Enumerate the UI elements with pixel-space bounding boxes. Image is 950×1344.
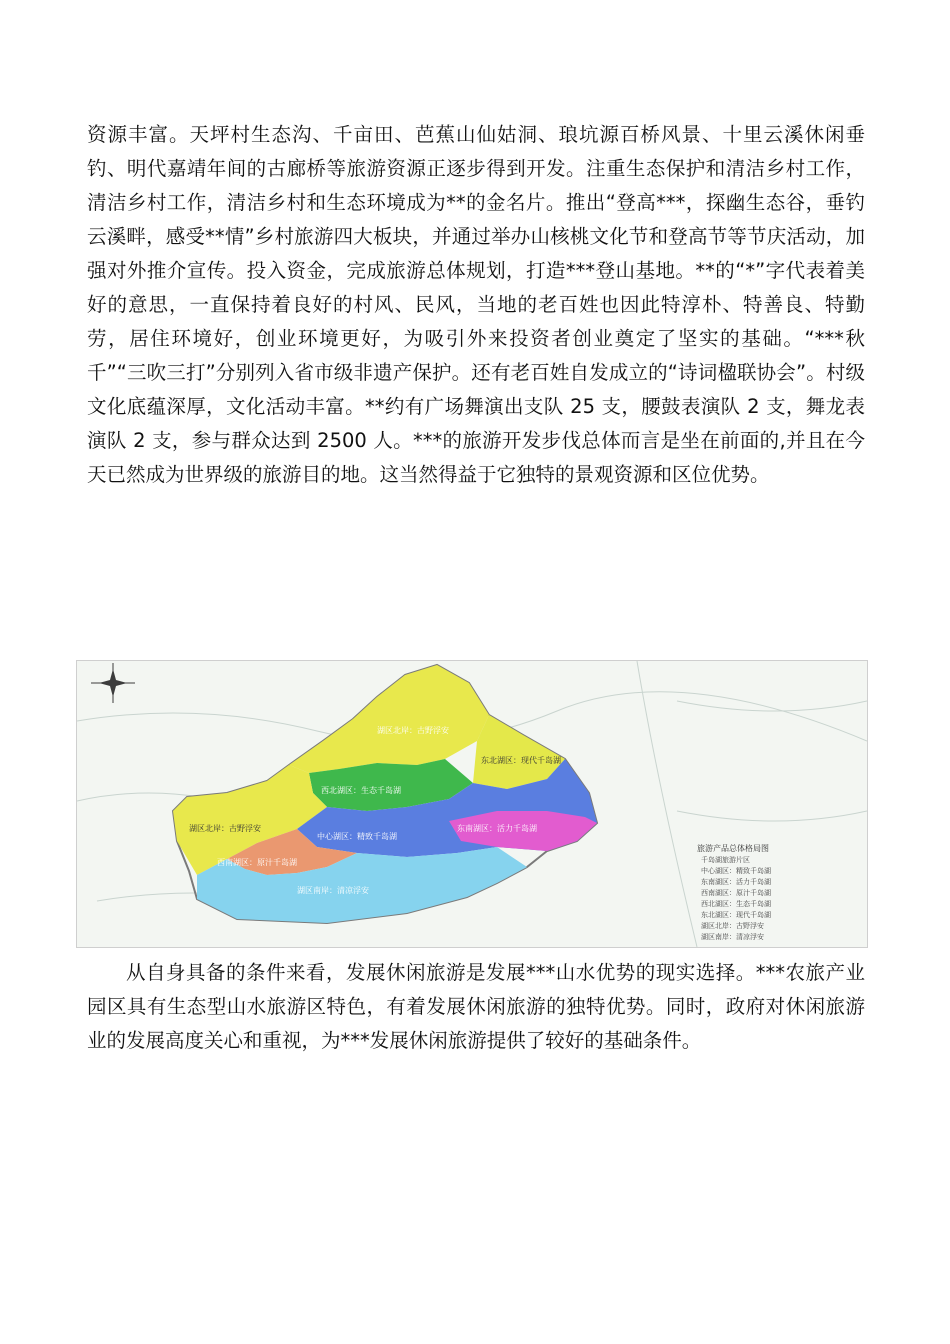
map-label-3: 西北湖区：生态千岛湖 xyxy=(321,786,401,795)
compass-rose-icon xyxy=(91,663,135,703)
legend-item: 东南湖区：活力千岛湖 xyxy=(701,878,771,886)
legend-item: 湖区南岸：清凉浮安 xyxy=(701,933,764,941)
legend-item: 西北湖区：生态千岛湖 xyxy=(701,900,771,908)
map-label-1: 湖区北岸：古野浮安 xyxy=(377,726,449,735)
legend-item: 西南湖区：原汁千岛湖 xyxy=(701,889,771,897)
map-label-5: 中心湖区：精致千岛湖 xyxy=(317,832,397,841)
tourism-map xyxy=(77,661,867,947)
body-paragraph-1: 资源丰富。天坪村生态沟、千亩田、芭蕉山仙姑洞、琅坑源百桥风景、十里云溪休闲垂钓、明代嘉靖年间的古廊桥等旅游资源正逐步得到开发。注重生态保护和清洁乡村工作，清洁乡村工作，清洁乡村和生态环境成为**的金名片。推出“登高***，探幽生态谷，垂钓云溪畔，感受**情”乡村旅游四大板块，并通过举办山核桃文化节和登高节等节庆活动，加强对外推介宣传。投入资金，完成旅游总体规划，打造***登山基地。**的“*”字代表着美好的意思，一直保持着良好的村风、民风，当地的老百姓也因此特淳朴、特善良、特勤劳，居住环境好，创业环境更好，为吸引外来投资者创业奠定了坚实的基础。“***秋千”“三吹三打”分别列入省市级非遗产保护。还有老百姓自发成立的“诗词楹联协会”。村级文化底蕴深厚，文化活动丰富。**约有广场舞演出支队 25 支，腰鼓表演队 2 支，舞龙表演队 2 支，参与群众达到 2500 人。***的旅游开发步伐总体而言是坐在前面的,并且在今天已然成为世界级的旅游目的地。这当然得益于它独特的景观资源和区位优势。 xyxy=(87,123,865,486)
tourism-map-figure xyxy=(76,660,868,948)
map-label-2: 东北湖区：现代千岛湖 xyxy=(481,756,561,765)
map-legend xyxy=(697,843,771,941)
map-region-north-shore xyxy=(289,665,489,773)
legend-item: 中心湖区：精致千岛湖 xyxy=(701,867,771,875)
map-label-8: 湖区南岸：清凉浮安 xyxy=(297,886,369,895)
body-paragraph-2: 从自身具备的条件来看，发展休闲旅游是发展***山水优势的现实选择。***农旅产业园区具有生态型山水旅游区特色，有着发展休闲旅游的独特优势。同时，政府对休闲旅游业的发展高度关心和重视，为***发展休闲旅游提供了较好的基础条件。 xyxy=(87,961,865,1052)
map-label-6: 东南湖区：活力千岛湖 xyxy=(457,824,537,833)
legend-subtitle: 千岛湖旅游片区 xyxy=(701,856,750,864)
map-label-4: 湖区北岸：古野浮安 xyxy=(189,824,261,833)
map-label-7: 西南湖区：原汁千岛湖 xyxy=(217,858,297,867)
legend-item: 东北湖区：现代千岛湖 xyxy=(701,911,771,919)
legend-title: 旅游产品总体格局图 xyxy=(697,844,769,853)
legend-item: 湖区北岸：古野浮安 xyxy=(701,922,764,930)
